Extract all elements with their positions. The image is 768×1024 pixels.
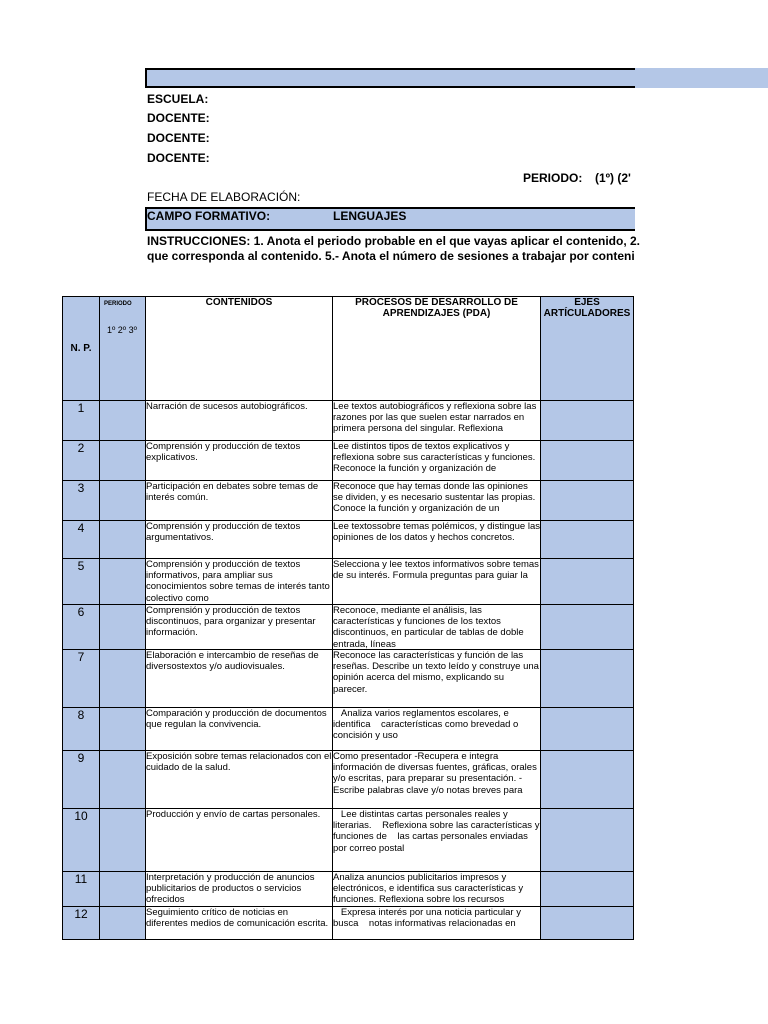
campo-formativo-label: CAMPO FORMATIVO: [147,209,271,223]
contenido-cell [146,751,333,809]
header-fill-block [635,68,768,88]
contenido-text: Participación en debates sobre temas de interés común. [146,481,319,504]
periodo-header-label: PERIODO [104,301,132,307]
periodo-cell[interactable] [100,401,146,441]
ejes-cell[interactable] [541,441,634,481]
contenido-cell [146,708,333,751]
row-number: 8 [63,708,100,751]
periodo-cell[interactable] [100,559,146,605]
row-number: 4 [63,521,100,559]
contenido-cell [146,809,333,872]
row-number: 12 [63,907,100,940]
instrucciones-line-2: que corresponda al contenido. 5.- Anota el número de sesiones a trabajar por conteni [147,249,635,263]
table-row [63,521,634,559]
ejes-cell[interactable] [541,708,634,751]
periodo-label: PERIODO: [523,171,583,185]
escuela-label: ESCUELA: [147,92,209,106]
table-row [63,559,634,605]
table-row [63,751,634,809]
row-number: 10 [63,809,100,872]
pda-text: Analiza varios reglamentos escolares, e identifica características como brevedad o concisión y uso [333,708,521,742]
contenido-cell [146,907,333,940]
periodo-cell[interactable] [100,605,146,650]
contenido-text: Comprensión y producción de textos argumentativos. [146,521,301,544]
ejes-cell[interactable] [541,907,634,940]
table-row [63,481,634,521]
pda-cell [333,907,541,940]
ejes-cell[interactable] [541,559,634,605]
pda-cell [333,605,541,650]
table-row [63,650,634,708]
periodo-cell[interactable] [100,650,146,708]
pda-cell [333,559,541,605]
ejes-cell[interactable] [541,809,634,872]
contenido-text: Seguimiento crítico de noticias en diferentes medios de comunicación escrita. [146,907,329,930]
table-row [63,441,634,481]
pda-cell [333,441,541,481]
row-number: 9 [63,751,100,809]
docente-label-1: DOCENTE: [147,111,210,125]
pda-cell [333,401,541,441]
periodo-header [100,297,146,401]
contenido-cell [146,481,333,521]
contenido-text: Comprensión y producción de textos discontinuos, para organizar y presentar información. [146,605,316,639]
table-row [63,605,634,650]
ejes-cell[interactable] [541,605,634,650]
contenido-text: Narración de sucesos autobiográficos. [146,401,308,412]
pda-cell [333,872,541,907]
contenido-cell [146,650,333,708]
table-row [63,907,634,940]
contenido-cell [146,441,333,481]
contenido-text: Interpretación y producción de anuncios publicitarios de productos o servicios ofrecidos [146,872,315,906]
contenido-cell [146,401,333,441]
ejes-cell[interactable] [541,751,634,809]
ejes-header: EJES ARTÍCULADORES [541,297,634,401]
contenido-text: Comprensión y producción de textos informativos, para ampliar sus conocimientos sobre temas de interés tanto colectivo como [146,559,330,604]
contenido-cell [146,872,333,907]
contenido-text: Comprensión y producción de textos explicativos. [146,441,301,464]
pda-text: Expresa interés por una noticia particular y busca notas informativas relacionadas en [333,907,532,930]
docente-label-2: DOCENTE: [147,131,210,145]
row-number: 3 [63,481,100,521]
periodo-header-nums: 1º 2º 3º [107,325,137,335]
table-row [63,708,634,751]
ejes-cell[interactable] [541,401,634,441]
pda-cell [333,521,541,559]
row-number: 5 [63,559,100,605]
contenido-text: Comparación y producción de documentos que regulan la convivencia. [146,708,327,731]
docente-label-3: DOCENTE: [147,151,210,165]
ejes-cell[interactable] [541,650,634,708]
pda-text: Lee distintos tipos de textos explicativos y reflexiona sobre sus características y funciones. Reconoce la función y organización de [333,441,536,475]
periodo-cell[interactable] [100,751,146,809]
pda-text: Reconoce las características y función de las reseñas. Describe un texto leído y construye una opinión acerca del mismo, explicando su parecer. [333,650,539,695]
pda-cell [333,650,541,708]
contenido-cell [146,559,333,605]
contenido-cell [146,521,333,559]
row-number: 7 [63,650,100,708]
periodo-cell[interactable] [100,907,146,940]
contenidos-header: CONTENIDOS [146,297,333,401]
contenido-text: Producción y envío de cartas personales. [146,809,321,820]
ejes-cell[interactable] [541,521,634,559]
periodo-cell[interactable] [100,481,146,521]
row-number: 6 [63,605,100,650]
title-bar [145,68,635,88]
pda-text: Lee distintas cartas personales reales y literarias. Reflexiona sobre las características y funciones de las cartas personales enviadas por correo postal [333,809,540,854]
row-number: 1 [63,401,100,441]
fecha-elaboracion-label: FECHA DE ELABORACIÓN: [147,190,301,204]
row-number: 11 [63,872,100,907]
pda-text: Reconoce que hay temas donde las opiniones se dividen, y es necesario sustentar las propias. Conoce la función y organización de un [333,481,536,515]
pda-header: PROCESOS DE DESARROLLO DE APRENDIZAJES (PDA) [333,297,541,401]
row-number: 2 [63,441,100,481]
contenido-text: Elaboración e intercambio de reseñas de diversostextos y/o audiovisuales. [146,650,319,673]
campo-formativo-bar [145,207,635,231]
pda-cell [333,708,541,751]
contenido-cell [146,605,333,650]
ejes-cell[interactable] [541,872,634,907]
instrucciones-line-1: INSTRUCCIONES: 1. Anota el periodo probable en el que vayas aplicar el contenido, 2. [147,234,640,248]
table-row [63,809,634,872]
campo-formativo-value: LENGUAJES [333,209,407,223]
pda-text: Lee textos autobiográficos y reflexiona sobre las razones por las que suelen estar narrados en primera persona del singular. Reflexiona [333,401,537,435]
periodo-cell[interactable] [100,521,146,559]
pda-text: Como presentador -Recupera e integra información de diversas fuentes, gráficas, orales y/o escritas, para preparar su presentación. -Escribe palabras clave y/o notas breves para [333,751,537,796]
ejes-cell[interactable] [541,481,634,521]
periodo-cell[interactable] [100,708,146,751]
planning-table [62,296,634,940]
periodo-cell[interactable] [100,809,146,872]
pda-text: Lee textossobre temas polémicos, y distingue las opiniones de los datos y hechos concretos. [333,521,540,544]
instrucciones [147,234,640,264]
pda-cell [333,751,541,809]
periodo-cell[interactable] [100,441,146,481]
pda-cell [333,481,541,521]
pda-text: Analiza anuncios publicitarios impresos y electrónicos, e identifica sus características y funciones. Reflexiona sobre los recursos [333,872,524,906]
np-header: N. P. [63,297,100,401]
table-header-row [63,297,634,401]
pda-cell [333,809,541,872]
contenido-text: Exposición sobre temas relacionados con el cuidado de la salud. [146,751,332,774]
table-row [63,872,634,907]
periodo-cell[interactable] [100,872,146,907]
pda-text: Reconoce, mediante el análisis, las características y funciones de los textos discontinuos, en particular de tablas de doble entrada, líneas [333,605,524,650]
pda-text: Selecciona y lee textos informativos sobre temas de su interés. Formula preguntas para guiar la [333,559,539,582]
periodo-values: (1º) (2' [595,171,631,185]
table-row [63,401,634,441]
